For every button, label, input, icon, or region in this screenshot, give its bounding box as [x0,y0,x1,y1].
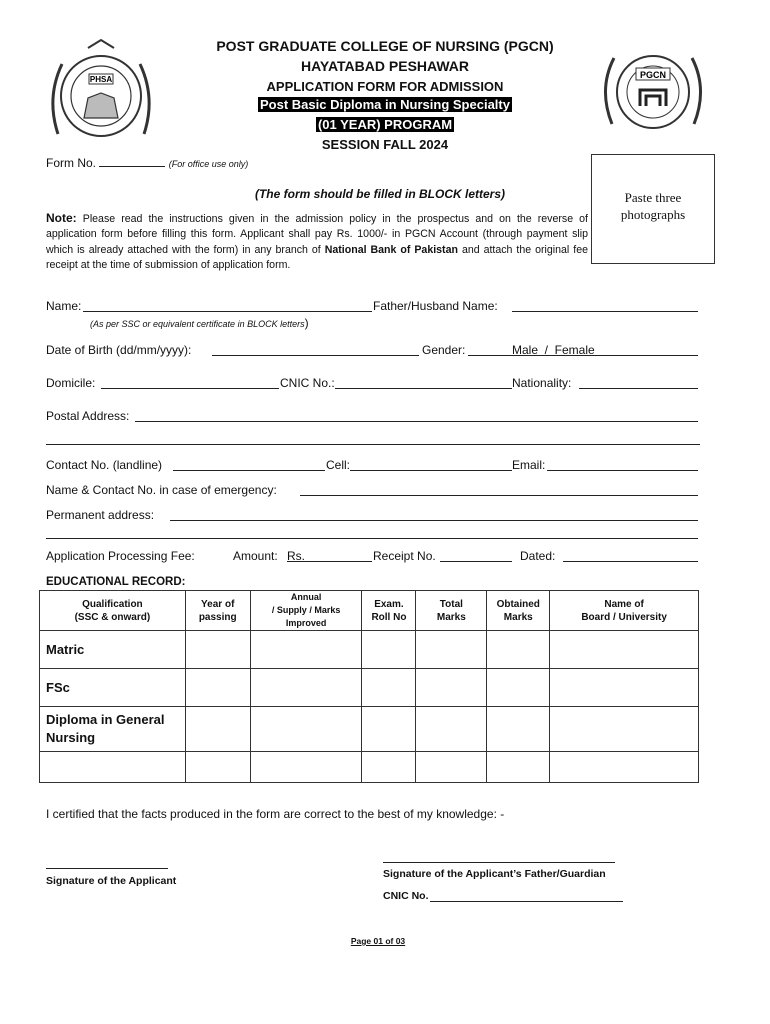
table-cell[interactable] [550,752,699,783]
form-number-note: (For office use only) [168,159,249,169]
landline-label: Contact No. (landline) [46,458,163,472]
dob-input[interactable] [212,355,419,356]
postal-address-input[interactable] [135,421,698,422]
permanent-address-line-2[interactable] [46,538,698,539]
header-roll-no: Exam. Roll No [362,591,416,631]
guardian-signature-line[interactable] [383,862,615,863]
table-cell[interactable] [416,631,487,669]
amount-input[interactable] [287,561,372,562]
table-cell[interactable] [550,707,699,752]
table-cell[interactable] [487,669,550,707]
phsa-logo-text: PHSA [89,75,113,84]
qualification-cell: Matric [40,631,186,669]
cell-label: Cell: [326,458,351,472]
receipt-input[interactable] [440,561,512,562]
header-annual-supply: Annual / Supply / Marks Improved [250,591,362,631]
name-hint [90,316,309,330]
table-cell[interactable] [250,707,362,752]
name-hint-text: (As per SSC or equivalent certificate in BLOCK letters [90,319,305,329]
guardian-cnic-label: CNIC No. [383,890,429,902]
pgcn-logo [598,44,708,144]
email-label: Email: [512,458,546,472]
emergency-contact-label: Name & Contact No. in case of emergency: [46,483,277,497]
father-name-label: Father/Husband Name: [373,299,498,313]
education-header-row [40,591,699,631]
dated-label: Dated: [520,549,556,563]
domicile-label: Domicile: [46,376,96,390]
name-hint-close: ) [304,316,309,330]
nationality-input[interactable] [579,388,698,389]
emergency-contact-input[interactable] [300,495,698,496]
table-cell[interactable] [487,631,550,669]
note-bank: National Bank of Pakistan [324,243,458,256]
page-number: Page 01 of 03 [350,936,406,946]
table-cell[interactable] [416,707,487,752]
note-label: Note: [46,211,77,225]
table-cell[interactable] [250,752,362,783]
table-cell[interactable] [185,707,250,752]
photo-box[interactable] [591,154,715,264]
table-cell[interactable] [250,631,362,669]
pgcn-logo-text: PGCN [639,70,667,80]
applicant-signature-label: Signature of the Applicant [46,875,177,887]
qualification-cell: Diploma in General Nursing [40,707,186,752]
table-cell[interactable] [185,752,250,783]
cell-input[interactable] [350,470,512,471]
header-year-of-passing: Year of passing [185,591,250,631]
table-cell[interactable] [416,752,487,783]
note-paragraph [46,211,588,274]
table-cell[interactable] [416,669,487,707]
fee-label: Application Processing Fee: [46,549,195,563]
amount-currency: Rs. [287,549,305,563]
postal-address-line-2[interactable] [46,444,700,445]
header-board-university: Name of Board / University [550,591,699,631]
gender-label: Gender: [422,343,466,357]
table-cell[interactable] [185,631,250,669]
dated-input[interactable] [563,561,698,562]
header-obtained-marks: Obtained Marks [487,591,550,631]
domicile-input[interactable] [101,388,279,389]
email-input[interactable] [547,470,698,471]
program-duration [190,117,580,132]
form-number-label: Form No. [46,156,97,170]
table-cell[interactable] [362,669,416,707]
form-title: APPLICATION FORM FOR ADMISSION [266,79,504,94]
permanent-address-label: Permanent address: [46,508,155,522]
cnic-label: CNIC No.: [280,376,335,390]
education-title: EDUCATIONAL RECORD: [46,576,186,588]
phsa-logo [44,38,158,152]
program-title [190,97,580,112]
table-cell[interactable] [362,707,416,752]
qualification-cell[interactable] [40,752,186,783]
table-cell[interactable] [550,669,699,707]
table-cell[interactable] [362,752,416,783]
table-row [40,631,699,669]
table-row [40,752,699,783]
guardian-cnic-input[interactable] [430,901,623,902]
cnic-input[interactable] [335,388,512,389]
form-number [46,156,248,170]
pgcn-seal-graphic [598,44,708,144]
header-qualification: Qualification (SSC & onward) [40,591,186,631]
guardian-signature-label: Signature of the Applicant’s Father/Guardian [383,868,606,880]
table-row [40,669,699,707]
table-cell[interactable] [487,752,550,783]
certification-statement: I certified that the facts produced in the form are correct to the best of my knowledge: - [46,807,505,821]
session-title: SESSION FALL 2024 [321,137,449,152]
header-total-marks: Total Marks [416,591,487,631]
college-location: HAYATABAD PESHAWAR [300,58,470,74]
table-cell[interactable] [550,631,699,669]
dob-label: Date of Birth (dd/mm/yyyy): [46,343,192,357]
receipt-label: Receipt No. [373,549,436,563]
table-cell[interactable] [250,669,362,707]
permanent-address-input[interactable] [170,520,698,521]
qualification-cell: FSc [40,669,186,707]
name-input[interactable] [83,311,372,312]
landline-input[interactable] [173,470,325,471]
phsa-seal-graphic [44,38,158,152]
amount-label: Amount: [233,549,278,563]
nationality-label: Nationality: [512,376,572,390]
name-label: Name: [46,299,82,313]
table-cell[interactable] [362,631,416,669]
postal-address-label: Postal Address: [46,409,130,423]
college-name: POST GRADUATE COLLEGE OF NURSING (PGCN) [216,38,554,54]
note-text-end: and attach the original fee receipt at the time of submission of application form. [46,243,588,272]
table-cell[interactable] [487,707,550,752]
note-text: Please read the instructions given in the admission policy in the prospectus and on the reverse of application form before filling this form. Applicant shall pay Rs. 1000/- in PGCN Account (through payment slip which is already attached with the form) in any branch of [46,213,588,256]
table-cell[interactable] [185,669,250,707]
applicant-signature-line[interactable] [46,868,168,869]
block-letters-instruction: (The form should be filled in BLOCK letters) [254,187,505,201]
program-name: Post Basic Diploma in Nursing Specialty [260,97,510,112]
table-row [40,707,699,752]
father-name-input[interactable] [512,311,698,312]
photo-box-text: Paste three photographs [620,190,686,222]
education-table [39,590,699,783]
gender-options[interactable]: Male / Female [512,343,595,357]
form-number-input[interactable] [99,156,165,167]
program-duration-text: (01 YEAR) PROGRAM [317,117,453,132]
